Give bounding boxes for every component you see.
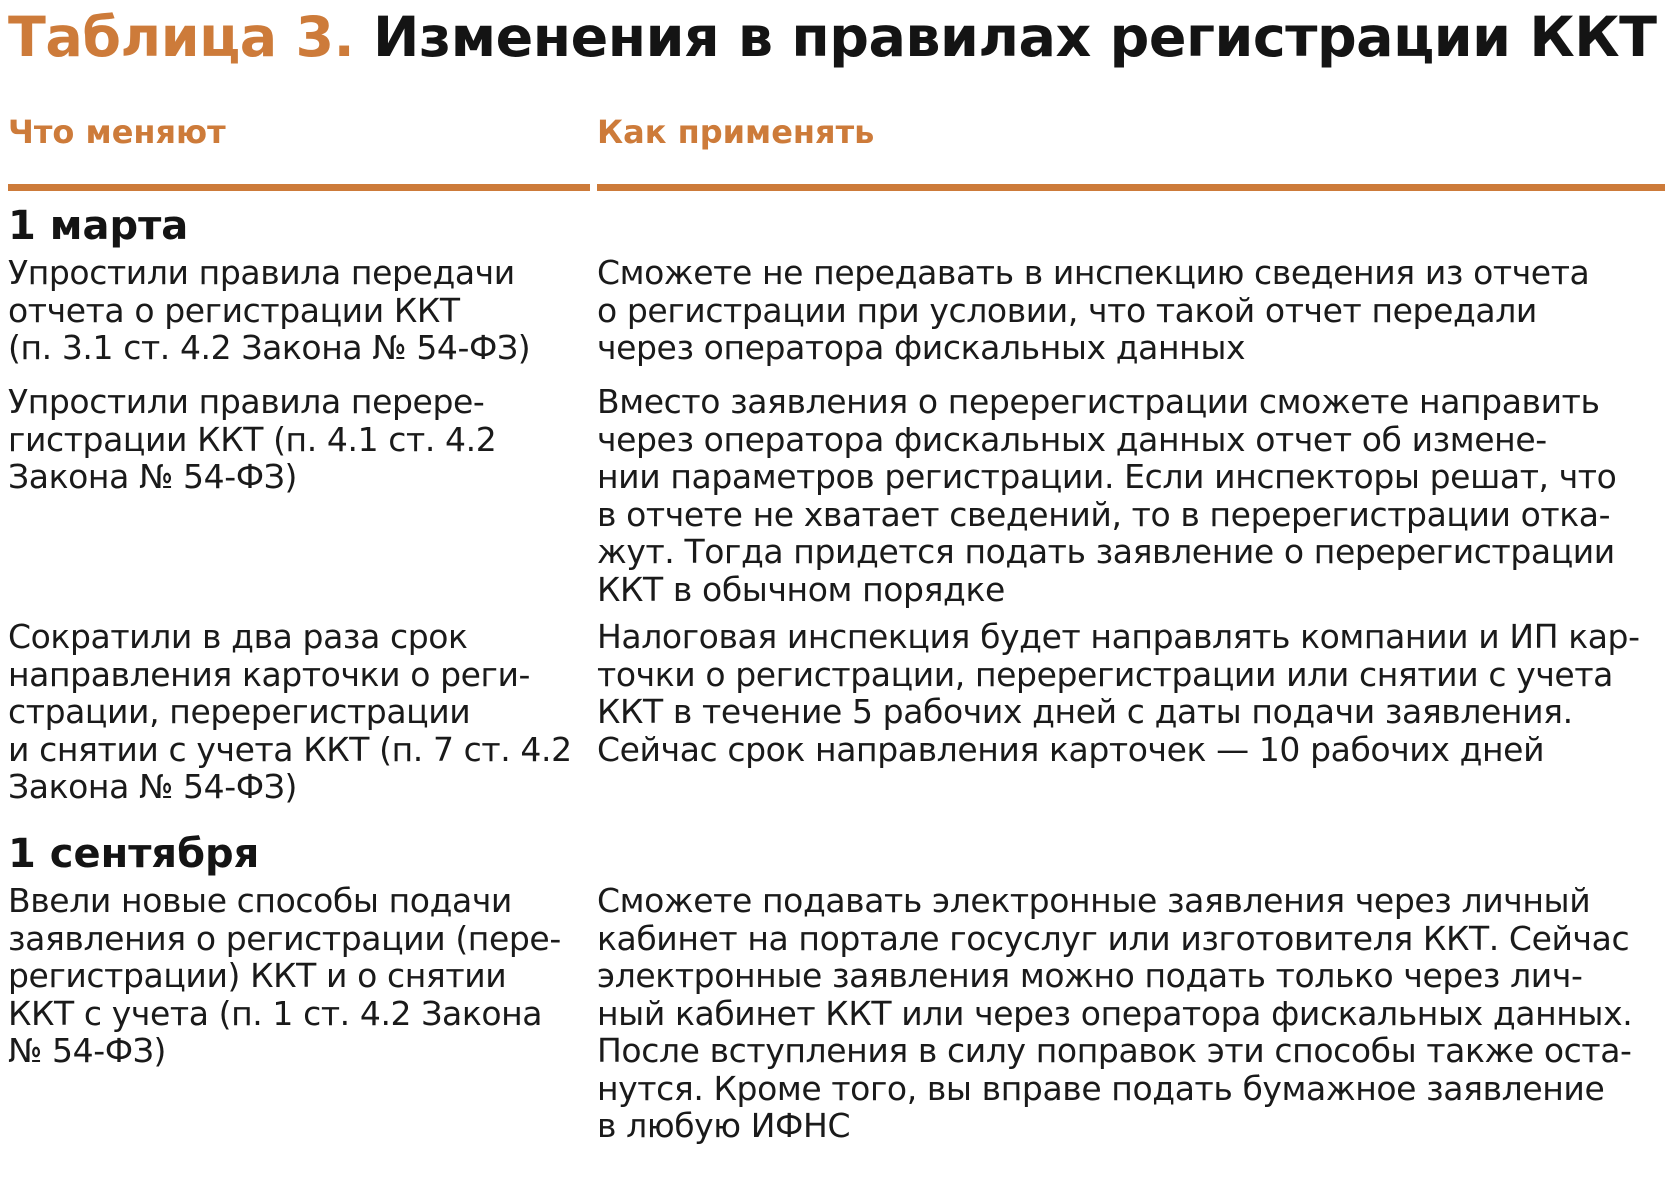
column-header-how: Как применять xyxy=(597,113,875,151)
row-what-4: Ввели новые способы подачи заявления о регистрации (пере- регистрации) ККТ и о снятии ККТ с учета (п. 1 ст. 4.2 Закона № 54-ФЗ) xyxy=(8,881,561,1070)
table-title-text: Изменения в правилах регистрации ККТ xyxy=(373,5,1657,70)
section-heading-march: 1 марта xyxy=(8,203,189,249)
row-what-2: Упростили правила перере- гистрации ККТ (п. 4.1 ст. 4.2 Закона № 54-ФЗ) xyxy=(8,382,497,496)
row-how-2: Вместо заявления о перерегистрации сможете направить через оператора фискальных данных отчет об измене- нии параметров регистрации. Если инспекторы решат, что в отчете не хватает сведений, то в перерегистрации отка- жут. Тогда придется подать заявление о перерегистрации ККТ в обычном порядке xyxy=(597,382,1617,609)
column-header-what: Что меняют xyxy=(8,113,226,151)
row-how-4: Сможете подавать электронные заявления через личный кабинет на портале госуслуг или изготовителя ККТ. Сейчас электронные заявления можно подать только через лич- ный кабинет ККТ или через оператора фискальных данных. После вступления в силу поправок эти способы также оста- нутся. Кроме того, вы вправе подать бумажное заявление в любую ИФНС xyxy=(597,881,1633,1145)
section-heading-september: 1 сентября xyxy=(8,831,260,877)
header-divider-left xyxy=(8,184,590,191)
table-title xyxy=(8,4,1656,72)
row-what-3: Сократили в два раза срок направления карточки о реги- страции, перерегистрации и снятии с учета ККТ (п. 7 ст. 4.2 Закона № 54-ФЗ) xyxy=(8,617,572,806)
row-what-1: Упростили правила передачи отчета о регистрации ККТ (п. 3.1 ст. 4.2 Закона № 54-ФЗ) xyxy=(8,253,531,367)
header-divider-right xyxy=(597,184,1665,191)
row-how-1: Сможете не передавать в инспекцию сведения из отчета о регистрации при условии, что такой отчет передали через оператора фискальных данных xyxy=(597,253,1590,367)
table-number: Таблица 3. xyxy=(8,5,355,70)
row-how-3: Налоговая инспекция будет направлять компании и ИП кар- точки о регистрации, перерегистрации или снятии с учета ККТ в течение 5 рабочих дней с даты подачи заявления. Сейчас срок направления карточек — 10 рабочих дней xyxy=(597,617,1640,769)
